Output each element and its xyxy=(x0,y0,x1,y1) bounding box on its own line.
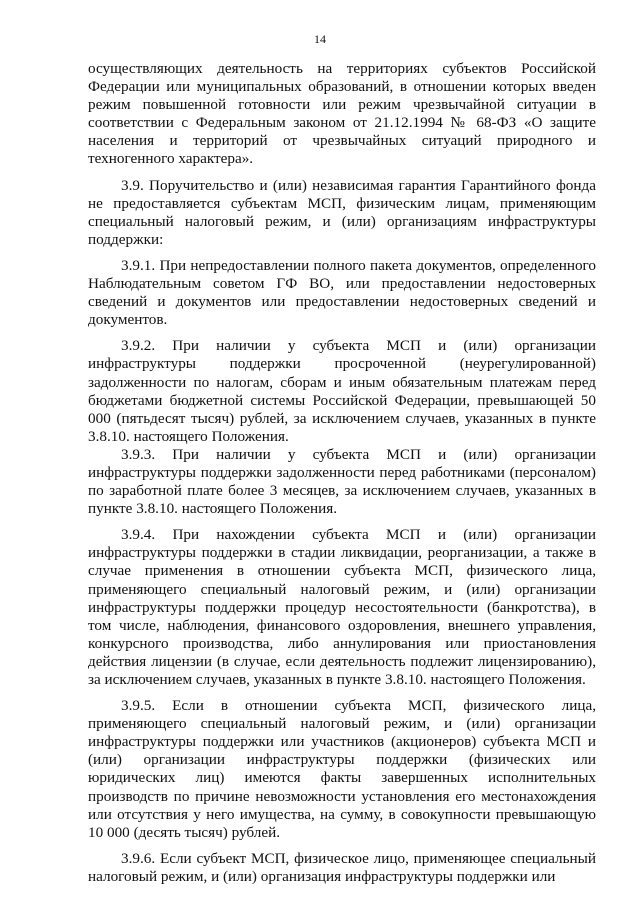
paragraph-3-9: 3.9. Поручительство и (или) независимая гарантия Гарантийного фонда не предоставляется субъектам МСП, физическим лицам, применяющим специальный налоговый режим, и (или) организациям инфраструктуры поддержки: xyxy=(88,176,596,248)
paragraph-3-9-4: 3.9.4. При нахождении субъекта МСП и (или) организации инфраструктуры поддержки в стадии ликвидации, реорганизации, а также в случае применения в отношении субъекта МСП, физического лица, применяющего специальный налоговый режим, и (или) организации инфраструктуры поддержки процедур несостоятельности (банкротства), в том числе, наблюдения, финансового оздоровления, внешнего управления, конкурсного производства, либо аннулирования или приостановления действия лицензии (в случае, если деятельность подлежит лицензированию), за исключением случаев, указанных в пункте 3.8.10. настоящего Положения. xyxy=(88,526,596,688)
paragraph-3-9-1: 3.9.1. При непредоставлении полного пакета документов, определенного Наблюдательным советом ГФ ВО, или предоставлении недостоверных сведений и документов или предоставлении недостоверных сведений и документов. xyxy=(88,256,596,329)
paragraph-continuation: осуществляющих деятельность на территориях субъектов Российской Федерации или муниципальных образований, в отношении которых введен режим повышенной готовности или режим чрезвычайной ситуации в соответствии с Федеральным законом от 21.12.1994 № 68-ФЗ «О защите населения и территорий от чрезвычайных ситуаций природного и техногенного характера». xyxy=(88,60,596,168)
document-body xyxy=(88,60,596,894)
paragraph-3-9-6: 3.9.6. Если субъект МСП, физическое лицо, применяющее специальный налоговый режим, и (или) организация инфраструктуры поддержки или xyxy=(88,849,596,885)
page-number: 14 xyxy=(314,32,326,46)
paragraph-3-9-5: 3.9.5. Если в отношении субъекта МСП, физического лица, применяющего специальный налоговый режим, и (или) организации инфраструктуры поддержки или участников (акционеров) субъекта МСП и (или) организации инфраструктуры поддержки (физических или юридических лиц) имеются факты завершенных исполнительных производств по причине невозможности установления его местонахождения или отсутствия у него имущества, на сумму, в совокупности превышающую 10 000 (десять тысяч) рублей. xyxy=(88,697,596,841)
paragraph-3-9-2: 3.9.2. При наличии у субъекта МСП и (или) организации инфраструктуры поддержки просроченной (неурегулированной) задолженности по налогам, сборам и иным обязательным платежам перед бюджетами бюджетной системы Российской Федерации, превышающей 50 000 (пятьдесят тысяч) рублей, за исключением случаев, указанных в пункте 3.8.10. настоящего Положения. xyxy=(88,337,596,445)
paragraph-3-9-3: 3.9.3. При наличии у субъекта МСП и (или) организации инфраструктуры поддержки задолженности перед работниками (персоналом) по заработной плате более 3 месяцев, за исключением случаев, указанных в пункте 3.8.10. настоящего Положения. xyxy=(88,445,596,518)
